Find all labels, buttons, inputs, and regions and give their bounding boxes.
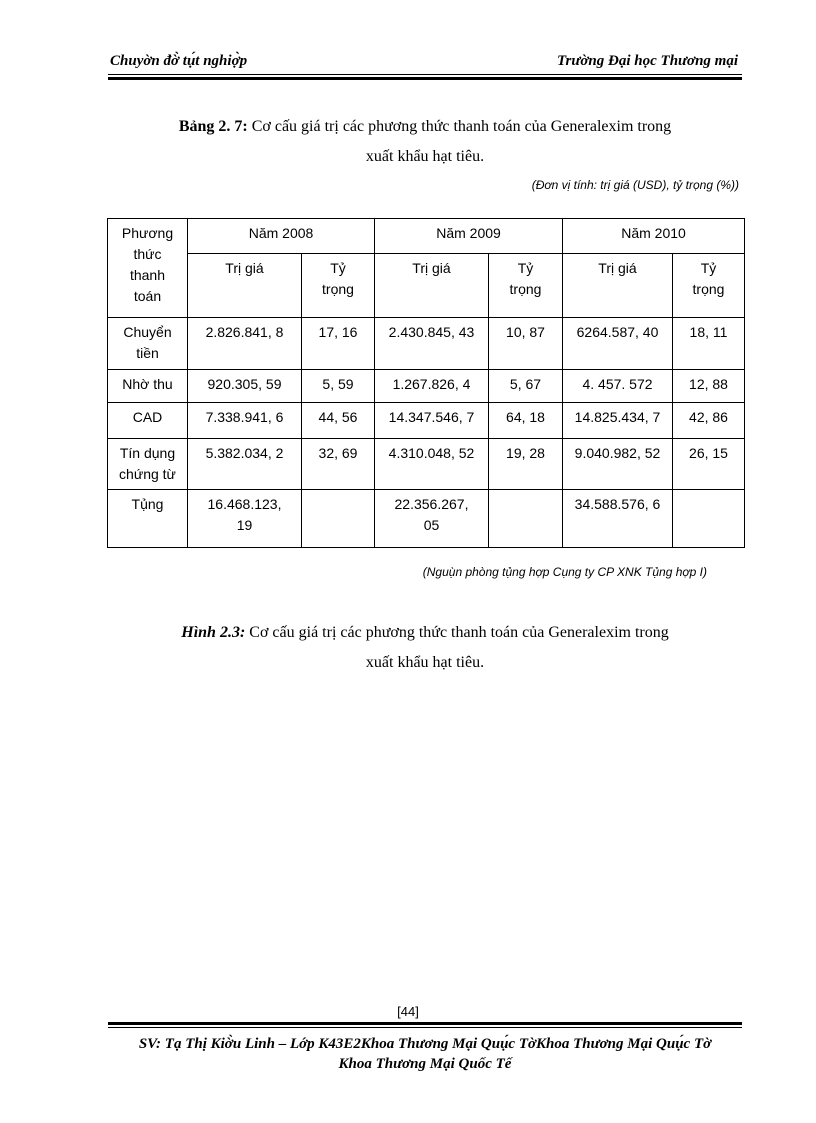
share-cell: 42, 86 [673,403,745,439]
share-cell: 26, 15 [673,439,745,490]
share-cell: 12, 88 [673,370,745,403]
header-rule-thin [108,74,742,75]
footer-rule-thick [108,1022,742,1025]
value-cell: 4. 457. 572 [563,370,673,403]
share-cell: 10, 87 [489,318,563,370]
figure-caption-line2: xuất khẩu hạt tiêu. [365,654,485,671]
method-cell: Nhờ thu [108,370,188,403]
figure-caption [108,618,742,678]
value-header: Trị giá [563,254,673,318]
share-cell [489,490,563,548]
figure-caption-line1: Cơ cấu giá trị các phương thức thanh toán của Generalexim trong [249,624,669,641]
value-cell: 7.338.941, 6 [188,403,302,439]
table-subheader-row [108,254,745,318]
value-cell: 2.430.845, 43 [375,318,489,370]
value-cell: 9.040.982, 52 [563,439,673,490]
value-cell: 5.382.034, 2 [188,439,302,490]
method-cell: Tụ̉ng [108,490,188,548]
footer-line2: Khoa Thương Mại Quốc Tế [338,1056,512,1072]
table-total-row [108,490,745,548]
footer-rule-thin [108,1027,742,1028]
share-cell: 17, 16 [302,318,375,370]
share-header: Tỷ trọng [302,254,375,318]
payment-methods-table [107,218,745,548]
year-header-2010: Năm 2010 [563,219,745,254]
method-cell: CAD [108,403,188,439]
table-row [108,439,745,490]
table-caption-line2: xuất khẩu hạt tiêu. [365,148,485,165]
share-header: Tỷ trọng [489,254,563,318]
table-row [108,318,745,370]
table-caption [108,112,742,172]
value-header: Trị giá [188,254,302,318]
value-cell: 22.356.267, 05 [375,490,489,548]
share-cell [673,490,745,548]
page-number: [44] [397,1004,419,1019]
value-cell: 4.310.048, 52 [375,439,489,490]
header-right-title: Trường Đại học Thương mại [556,53,738,69]
source-note: (Nguụ̀n phòng tụ̉ng hợp Cụng ty CP XNK Tụ̉ng hợp I) [422,565,707,579]
unit-note: (Đơn vị tính: trị giá (USD), tỷ trọng (%)) [531,178,739,192]
share-header: Tỷ trọng [673,254,745,318]
table-caption-label: Bảng 2. 7: [178,118,248,135]
corner-header-cell: Phương thức thanh toán [108,219,188,318]
header-left-title: Chuyờn đờ̀ tụ́t nghiợ̀p [110,53,248,69]
value-cell: 16.468.123, 19 [188,490,302,548]
year-header-2008: Năm 2008 [188,219,375,254]
share-cell: 5, 67 [489,370,563,403]
share-cell: 18, 11 [673,318,745,370]
value-cell: 6264.587, 40 [563,318,673,370]
share-cell: 19, 28 [489,439,563,490]
footer-text [100,1034,750,1074]
figure-caption-label: Hình 2.3: [181,624,246,641]
header-rule-thick [108,77,742,80]
value-cell: 34.588.576, 6 [563,490,673,548]
share-cell: 44, 56 [302,403,375,439]
method-cell: Chuyển tiền [108,318,188,370]
share-cell [302,490,375,548]
value-cell: 14.825.434, 7 [563,403,673,439]
share-cell: 64, 18 [489,403,563,439]
value-cell: 920.305, 59 [188,370,302,403]
footer-line1: SV: Tạ Thị Kiờ̀u Linh – Lớp K43E2Khoa Thương Mại Quụ́c TờKhoa Thương Mại Quụ́c Tờ [138,1036,712,1052]
year-header-2009: Năm 2009 [375,219,563,254]
share-cell: 5, 59 [302,370,375,403]
table-row [108,370,745,403]
method-cell: Tín dụng chứng từ [108,439,188,490]
share-cell: 32, 69 [302,439,375,490]
table-row [108,403,745,439]
value-cell: 2.826.841, 8 [188,318,302,370]
value-cell: 1.267.826, 4 [375,370,489,403]
value-cell: 14.347.546, 7 [375,403,489,439]
table-header-row [108,219,745,254]
value-header: Trị giá [375,254,489,318]
table-caption-line1: Cơ cấu giá trị các phương thức thanh toán của Generalexim trong [251,118,672,135]
